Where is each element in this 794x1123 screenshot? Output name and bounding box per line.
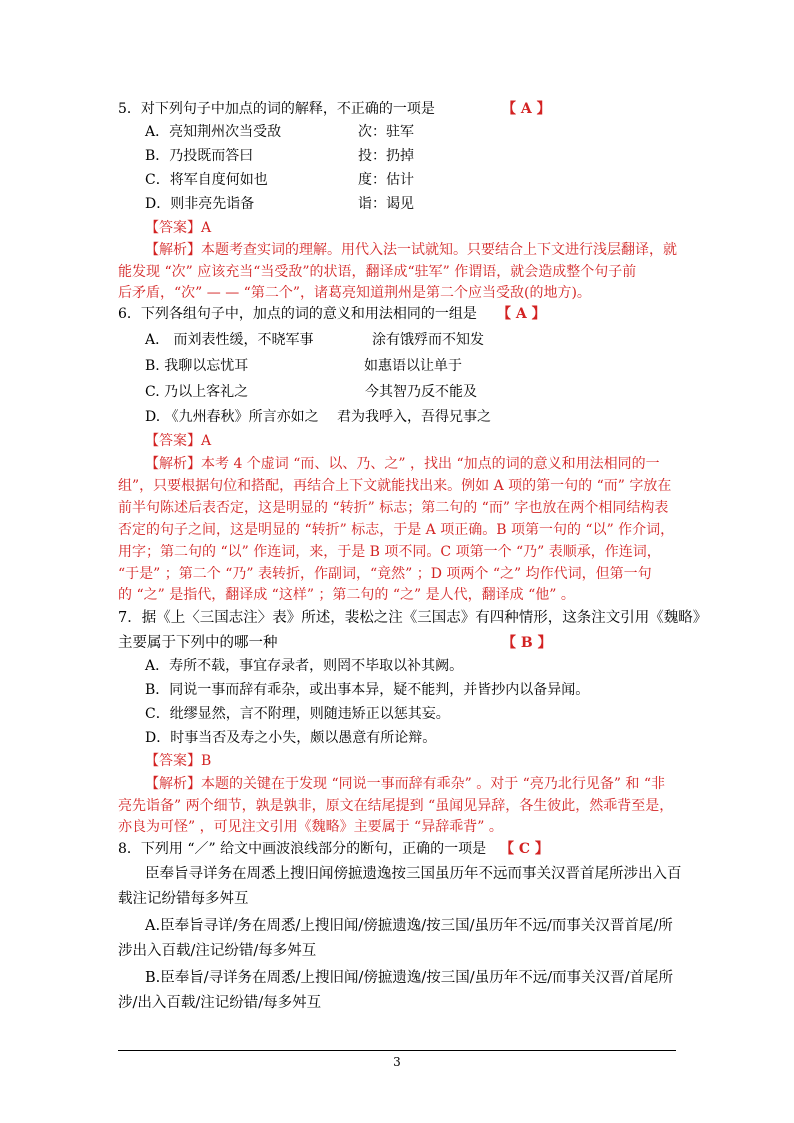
q8-answer-bracket: 【 C 】 xyxy=(500,841,549,857)
q6-option-d-right: 君为我呼入，吾得兄事之 xyxy=(337,409,491,425)
q7-analysis-line: 亦良为可怪” ，可见注文引用《魏略》主要属于 “异辞乖背” 。 xyxy=(118,819,503,835)
q8-option-b-line: B.臣奉旨/寻详务在周悉/上搜旧闻/傍摭遗逸/按三国/虽历年不远/而事关汉晋/首尾所 xyxy=(145,970,673,986)
q7-analysis-line: 【解析】本题的关键在于发现 “同说一事而辞有乖杂” 。对于 “亮乃北行见备” 和 “非 xyxy=(145,776,666,792)
q6-analysis-line: 前半句陈述后表否定，这是明显的 “转折” 标志；第二句的 “而” 字也放在两个相同结构表 xyxy=(118,500,669,516)
q8-passage-line: 载注记纷错每多舛互 xyxy=(118,891,249,907)
q6-option-a: A． 而刘表性缓，不晓军事 xyxy=(145,332,314,348)
q8-option-b-line: 涉/出入百载/注记纷错/每多舛互 xyxy=(118,995,322,1011)
q8-passage-line: 臣奉旨寻详务在周悉上搜旧闻傍摭遗逸按三国虽历年不远而事关汉晋首尾所涉出入百 xyxy=(145,866,682,882)
q5-answer-bracket: 【 A 】 xyxy=(502,101,551,117)
q6-answer-bracket: 【 A 】 xyxy=(497,306,546,322)
q6-analysis-line: 否定的句子之间，这是明显的 “转折” 标志，于是 A 项正确。B 项第一句的 “以” 作介词， xyxy=(118,522,675,538)
q6-analysis-line: 用字；第二句的 “以” 作连词，来，于是 B 项不同。C 项第一个 “乃” 表顺承，作连词， xyxy=(118,544,661,560)
q6-option-d: D. 《九州春秋》所言亦如之 xyxy=(145,409,319,425)
q5-option-b-gloss: 投：扔掉 xyxy=(358,148,414,164)
q5-analysis-line: 后矛盾，“次” — — “第二个”，诸葛亮知道荆州是第二个应当受敌(的地方)。 xyxy=(118,285,591,301)
q8-option-a-line: A.臣奉旨寻详/务在周悉/上搜旧闻/傍摭遗逸/按三国/虽历年不远/而事关汉晋首尾/所 xyxy=(145,918,673,934)
q6-option-c: C. 乃以上客礼之 xyxy=(145,384,249,400)
footer-divider xyxy=(118,1050,676,1051)
q5-analysis-line: 能发现 “次” 应该充当“当受敌”的状语，翻译成“驻军” 作谓语，就会造成整个句子前 xyxy=(118,264,637,280)
q7-analysis-line: 亮先诣备” 两个细节，孰是孰非，原文在结尾提到 “虽闻见异辞，各生彼此，然乖背至是， xyxy=(118,798,674,814)
q7-option-b: B．同说一事而辞有乖杂，或出事本异，疑不能判，并皆抄内以备异闻。 xyxy=(145,682,590,698)
q5-option-d-gloss: 诣：谒见 xyxy=(358,196,414,212)
q6-analysis-line: 的 “之” 是指代，翻译成 “这样” ；第二句的 “之” 是人代，翻译成 “他” 。 xyxy=(118,587,575,603)
q7-answer-bracket: 【 B 】 xyxy=(502,635,552,651)
q7-option-a: A．寿所不载，事宜存录者，则罔不毕取以补其阙。 xyxy=(145,658,464,674)
q7-answer-note: 【答案】B xyxy=(145,753,212,769)
q6-analysis-line: 组”，只要根据句位和搭配，再结合上下文就能找出来。例如 A 项的第一句的 “而” 字放在 xyxy=(118,478,672,494)
q5-option-a: A．亮知荆州次当受敌 xyxy=(145,124,282,140)
q6-option-a-right: 涂有饿殍而不知发 xyxy=(372,332,484,348)
q6-analysis-line: 【解析】本考 4 个虚词 “而、以、乃、之” ，找出 “加点的词的意义和用法相同的一 xyxy=(145,456,660,472)
q5-option-d: D．则非亮先诣备 xyxy=(145,196,255,212)
q5-stem: 5．对下列句子中加点的词的解释，不正确的一项是 xyxy=(118,101,435,117)
q5-option-a-gloss: 次：驻军 xyxy=(358,124,414,140)
q8-stem: 8．下列用 “／” 给文中画波浪线部分的断句，正确的一项是 xyxy=(118,841,487,857)
q7-option-d: D．时事当否及寿之小失，颇以愚意有所论辩。 xyxy=(145,730,437,746)
q8-option-a-line: 涉出入百载/注记纷错/每多舛互 xyxy=(118,943,317,959)
q5-option-c: C．将军自度何如也 xyxy=(145,172,268,188)
q6-option-b: B. 我聊以忘忧耳 xyxy=(145,358,249,374)
page-number: 3 xyxy=(393,1055,401,1069)
q7-option-c: C．纰缪显然，言不附理，则随违矫正以惩其妄。 xyxy=(145,706,450,722)
q6-analysis-line: “于是” ；第二个 “乃” 表转折，作副词，“竟然” ；D 项两个 “之” 均作代词，但第一句 xyxy=(118,566,652,582)
q5-option-b: B．乃投既而答曰 xyxy=(145,148,254,164)
q6-stem: 6．下列各组句子中，加点的词的意义和用法相同的一组是 xyxy=(118,306,477,322)
q5-option-c-gloss: 度：估计 xyxy=(358,172,414,188)
q7-stem-cont: 主要属于下列中的哪一种 xyxy=(118,635,278,651)
q5-answer-note: 【答案】A xyxy=(145,220,212,236)
q6-option-b-right: 如惠语以让单于 xyxy=(364,358,462,374)
q5-analysis-line: 【解析】本题考查实词的理解。用代入法一试就知。只要结合上下文进行浅层翻译，就 xyxy=(145,242,677,258)
q6-option-c-right: 今其智乃反不能及 xyxy=(365,384,477,400)
q7-stem: 7．据《上〈三国志注〉表》所述，裴松之注《三国志》有四种情形，这条注文引用《魏略》 xyxy=(118,610,708,626)
q6-answer-note: 【答案】A xyxy=(145,433,212,449)
